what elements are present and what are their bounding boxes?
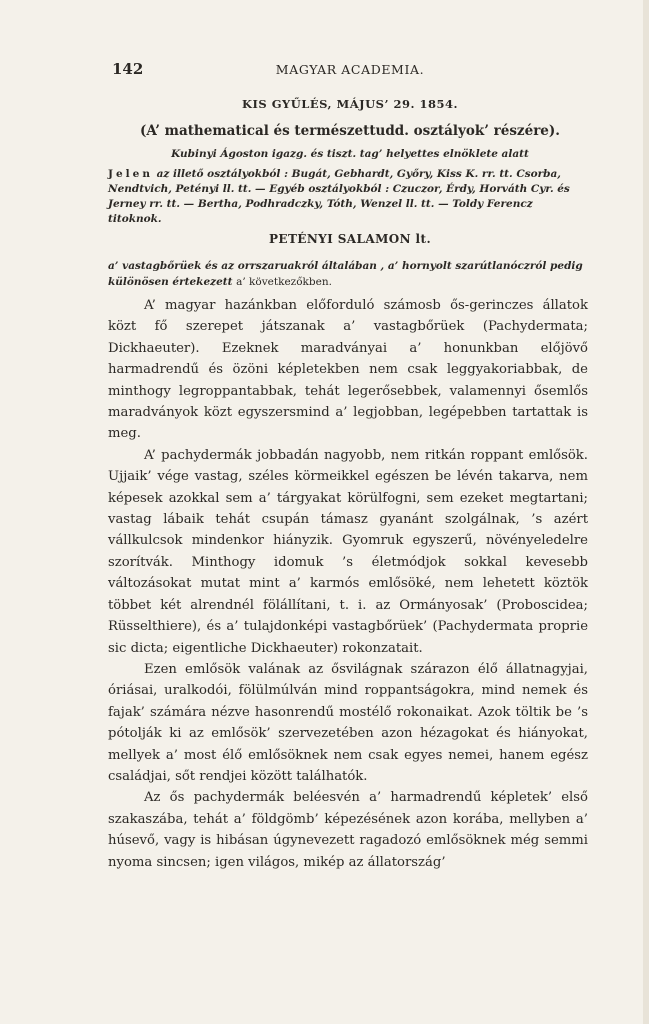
author-heading: PETÉNYI SALAMON lt. — [268, 232, 432, 246]
meeting-line: KIS GYŰLÉS, MÁJUS’ 29. 1854. — [242, 97, 458, 111]
attendance-lead: Jelen — [108, 168, 153, 180]
paragraph: Az ős pachydermák beléesvén a’ harmadrendű képletek’ első szakaszába, tehát a’ földgömb’ képezésének azon korába, mellyben a’ húsevő, vagy is hibásan úgynevezett ragadozó emlősöknek még semmi nyoma sincsen; igen világos, mikép az állatország’ — [108, 790, 588, 870]
attendance-list — [108, 167, 588, 227]
running-head: MAGYAR ACADEMIA. — [275, 62, 425, 77]
chair-line: Kubinyi Ágoston igazg. és tiszt. tag’ helyettes elnöklete alatt — [171, 148, 529, 160]
paragraph: A’ magyar hazánkban előforduló számosb ős-gerinczes állatok közt fő szerepet játszanak a’ vastagbőrüek (Pachydermata; Dickhaeuter). Ezeknek maradványai a’ honunkban előjövő harmadrendű és özöni képletekben nem csak leggyakoriabbak, de minthogy legroppantabbak, tehát legerősebbek, valamennyi ősemlős maradványok közt egyszersmind a’ legjobban, legépebben tartattak is meg. — [108, 298, 588, 442]
paper-subtitle — [108, 258, 588, 290]
subtitle-plain: a’ következőkben. — [236, 276, 332, 288]
paragraph: Ezen emlősök valának az ősvilágnak szárazon élő állatnagyjai, óriásai, uralkodói, fölülmúlván mind roppantságokra, mind nemek és fajak’ számára nézve hasonrendű mostélő rokonaikat. Azok töltik be ’s pótolják ki az emlősök’ szervezetében azon hézagokat és hiányokat, mellyek a’ most élő emlősöknek nem csak egyes nemei, hanem egész családjai, sőt rendjei között találhatók. — [108, 661, 588, 784]
attendance-text: az illető osztályokból : Bugát, Gebhardt, Győry, Kiss K. rr. tt. Csorba, Nendtvich, Petényi ll. tt. — Egyéb osztályokból : Czuczor, Érdy, Horváth Cyr. és Jerney rr. tt. — Bertha, Podhradczky, Tóth, Wenzel ll. tt. — Toldy Ferencz titoknok. — [108, 168, 570, 225]
page-header — [112, 60, 588, 80]
section-title: (A’ mathematical és természettudd. osztályok’ részére). — [140, 123, 560, 139]
body-text — [108, 295, 588, 873]
paragraph: A’ pachydermák jobbadán nagyobb, nem ritkán roppant emlősök. Ujjaik’ vége vastag, széles körmeikkel egészen be lévén takarva, nem képesek azokkal sem a’ tárgyakat körülfogni, sem ezeket megtartani; vastag lábaik tehát csupán támasz gyanánt szolgálnak, ’s azért vállkulcsok mindenkor hiányzik. Gyomruk egyszerű, növényeledelre szorítvák. Minthogy idomuk ’s életmódjok sokkal kevesebb változásokat mutat mint a’ karmós emlősöké, nem lehetett köztök többet két alrendnél fölállítani, t. i. az Ormányosak’ (Proboscidea; Rüsselthiere), és a’ tulajdonképi vastagbőrüek’ (Pachydermata proprie sic dicta; eigentliche Dickhaeuter) rokonzatait. — [108, 447, 588, 656]
subtitle-italic: a’ vastagbőrüek és az orrszaruakról általában , a’ hornyolt szarútlanóczról pedig különösen értekezett — [108, 260, 583, 288]
page-number: 142 — [112, 60, 144, 78]
page-edge-shade — [643, 0, 649, 1024]
